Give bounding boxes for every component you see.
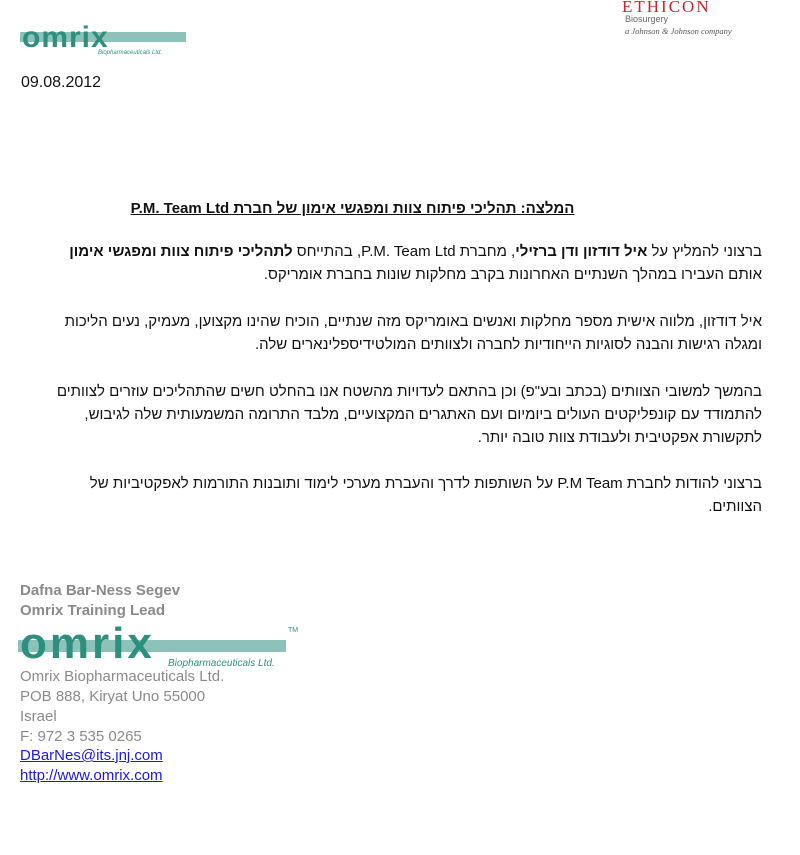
paragraph-1-names: איל דודזון ודן ברזילי xyxy=(515,243,648,260)
company-fax: F: 972 3 535 0265 xyxy=(20,728,142,745)
paragraph-1-text-c: , מחברת P.M. Team Ltd, בהתייחס xyxy=(292,243,516,260)
omrix-signature-logo-sub: Biopharmaceuticals Ltd. xyxy=(168,658,275,668)
paragraph-1-topic: לתהליכי פיתוח צוות ומפגשי אימון xyxy=(69,243,293,260)
letter-subject: המלצה: תהליכי פיתוח צוות ומפגשי אימון של חברת P.M. Team Ltd xyxy=(130,200,575,217)
company-country: Israel xyxy=(20,708,57,725)
signatory-title: Omrix Training Lead xyxy=(20,602,166,619)
signatory-name: Dafna Bar-Ness Segev xyxy=(20,582,181,599)
paragraph-4: ברצוני להודות לחברת P.M Team על השותפות לדרך והעברת מערכי לימוד ותובנות התורמות לאפקטיביות של הצוותים. xyxy=(89,475,762,515)
paragraph-1-text-e: אותם העבירו במהלך השנתיים האחרונות בקרב מחלקות שונות בחברת אומריקס. xyxy=(263,266,762,283)
omrix-trademark: TM xyxy=(288,627,299,634)
ethicon-division: Biosurgery xyxy=(625,14,669,24)
paragraph-1 xyxy=(36,240,762,286)
omrix-logo-text: omrix xyxy=(22,21,109,54)
ethicon-brand: ETHICON xyxy=(622,0,711,16)
website-link[interactable]: http://www.omrix.com xyxy=(20,767,163,784)
letter-date: 09.08.2012 xyxy=(21,74,102,91)
paragraph-1-text-a: ברצוני להמליץ על xyxy=(647,243,762,260)
paragraph-2: איל דודזון, מלווה אישית מספר מחלקות ואנשים באומריקס מזה שנתיים, הוכיח שהינו מקצוען, מעמיק, נעים הליכות ומגלה רגישות והבנה לסוגיות הייחודיות לחברה ולצוותים המולטידיספלינארים שלה. xyxy=(64,313,762,353)
omrix-signature-logo-text: omrix xyxy=(20,620,155,668)
omrix-logo xyxy=(20,16,190,56)
email-link[interactable]: DBarNes@its.jnj.com xyxy=(20,747,163,764)
company-name: Omrix Biopharmaceuticals Ltd. xyxy=(20,668,225,685)
ethicon-parent: a Johnson & Johnson company xyxy=(625,26,732,36)
ethicon-logo xyxy=(622,0,772,50)
omrix-signature-logo xyxy=(18,620,308,668)
paragraph-3: בהמשך למשובי הצוותים (בכתב ובע"פ) וכן בהתאם לעדויות מהשטח אנו בהחלט חשים שהתהליכים עוזרים לצוותים להתמודד עם קונפליקטים העולים ביומיום ועם האתגרים המקצועיים, מלבד התרומה המשמעותית שלה לגיבוש, לתקשורת אפקטיבית ולעבודת צוות טובה יותר. xyxy=(56,383,762,446)
company-address: POB 888, Kiryat Uno 55000 xyxy=(20,688,206,705)
omrix-logo-sub: Biopharmaceuticals Ltd. xyxy=(98,50,163,56)
